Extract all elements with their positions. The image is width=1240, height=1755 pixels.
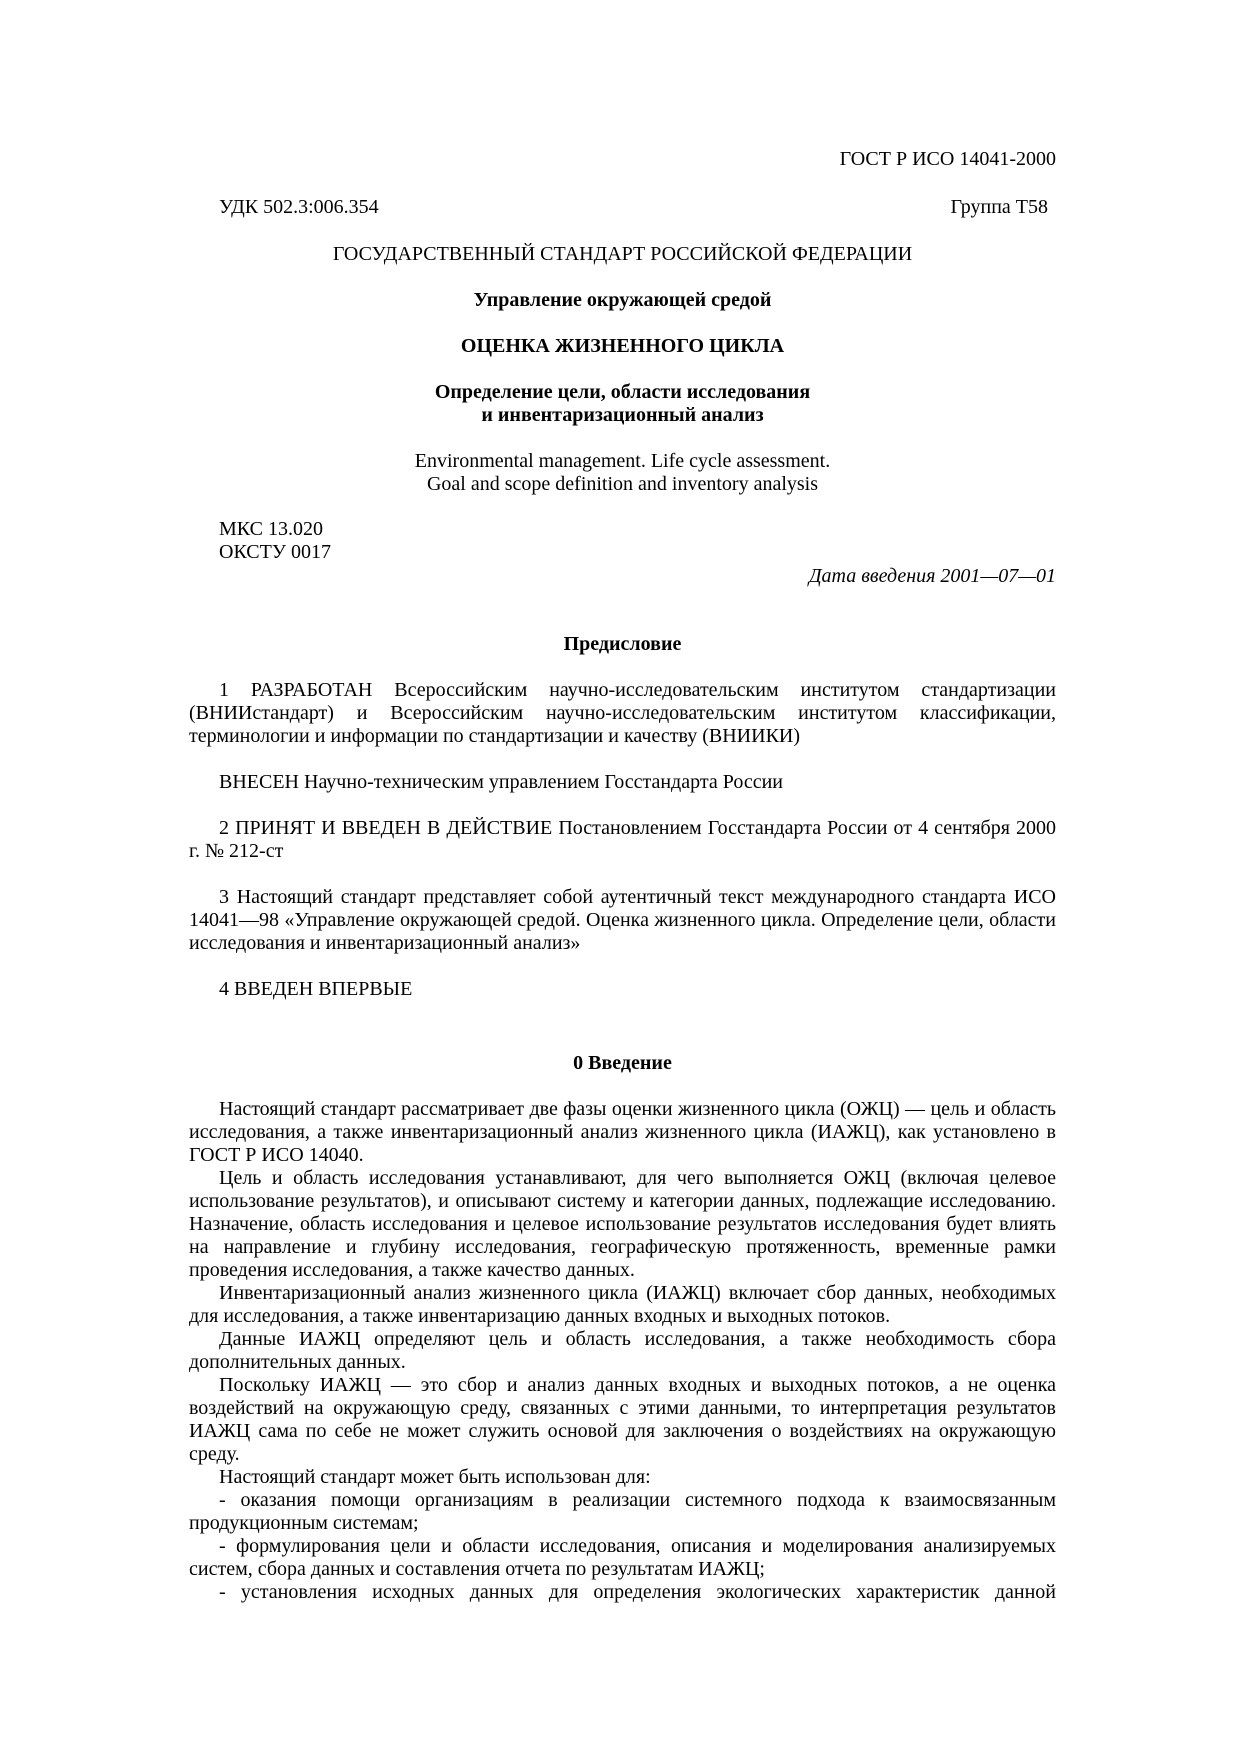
intro-paragraph: Цель и область исследования устанавливают, для чего выполняется ОЖЦ (включая целевое использование результатов), и описывают систему и категории данных, подлежащие исследованию. Назначение, область исследования и целевое использование результатов исследования будет влиять на направление и глубину исследования, географическую протяженность, временные рамки проведения исследования, а также качество данных. [189,1167,1056,1281]
title-line-3a: Определение цели, области исследования [434,381,811,403]
title-line-1: Управление окружающей средой [473,289,772,311]
intro-heading: 0 Введение [573,1052,672,1074]
intro-list-item: - установления исходных данных для определения экологических характеристик данной [219,1581,1056,1603]
standard-code: ГОСТ Р ИСО 14041-2000 [839,148,1056,170]
intro-paragraph: Поскольку ИАЖЦ — это сбор и анализ данных входных и выходных потоков, а не оценка воздействий на окружающую среду, связанных с этими данными, то интерпретация результатов ИАЖЦ сама по себе не может служить основой для заключения о воздействиях на окружающую среду. [189,1374,1056,1465]
foreword-paragraph-3: 2 ПРИНЯТ И ВВЕДЕН В ДЕЙСТВИЕ Постановлением Госстандарта России от 4 сентября 2000 г. № 212-ст [189,817,1056,862]
okstu-code: ОКСТУ 0017 [219,541,332,563]
intro-list-item: - формулирования цели и области исследования, описания и моделирования анализируемых систем, сбора данных и составления отчета по результатам ИАЖЦ; [189,1535,1056,1580]
intro-paragraph: Инвентаризационный анализ жизненного цикла (ИАЖЦ) включает сбор данных, необходимых для исследования, а также инвентаризацию данных входных и выходных потоков. [189,1282,1056,1327]
intro-list-item: - оказания помощи организациям в реализации системного подхода к взаимосвязанным продукционным системам; [189,1489,1056,1534]
foreword-heading: Предисловие [563,633,682,655]
intro-body [189,1098,1056,1604]
state-standard-heading: ГОСУДАРСТВЕННЫЙ СТАНДАРТ РОССИЙСКОЙ ФЕДЕРАЦИИ [332,243,913,265]
group-code: Группа Т58 [950,196,1048,218]
title-line-3b: и инвентаризационный анализ [481,404,764,426]
udk-code: УДК 502.3:006.354 [219,196,379,218]
foreword-paragraph-2: ВНЕСЕН Научно-техническим управлением Госстандарта России [219,771,783,793]
introduction-date: Дата введения 2001—07—01 [808,565,1056,587]
classification-block [219,518,331,564]
foreword-paragraph-1: 1 РАЗРАБОТАН Всероссийским научно-исследовательским институтом стандартизации (ВНИИстандарт) и Всероссийским научно-исследовательским институтом классификации, терминологии и информации по стандартизации и качеству (ВНИИКИ) [189,679,1056,747]
english-title-a: Environmental management. Life cycle assessment. [414,450,831,472]
intro-paragraph: Настоящий стандарт рассматривает две фазы оценки жизненного цикла (ОЖЦ) — цель и область исследования, а также инвентаризационный анализ жизненного цикла (ИАЖЦ), как установлено в ГОСТ Р ИСО 14040. [189,1098,1056,1166]
mks-code: МКС 13.020 [219,518,323,540]
title-line-2: ОЦЕНКА ЖИЗНЕННОГО ЦИКЛА [460,335,785,357]
intro-paragraph: Данные ИАЖЦ определяют цель и область исследования, а также необходимость сбора дополнительных данных. [189,1328,1056,1373]
english-title-b: Goal and scope definition and inventory analysis [426,473,818,495]
foreword-paragraph-5: 4 ВВЕДЕН ВПЕРВЫЕ [219,978,413,1000]
document-page [189,0,1056,1755]
udk-row [219,196,1048,219]
intro-paragraph: Настоящий стандарт может быть использован для: [219,1466,651,1488]
foreword-paragraph-4: 3 Настоящий стандарт представляет собой аутентичный текст международного стандарта ИСО 14041—98 «Управление окружающей средой. Оценка жизненного цикла. Определение цели, области исследования и инвентаризационный анализ» [189,886,1056,954]
